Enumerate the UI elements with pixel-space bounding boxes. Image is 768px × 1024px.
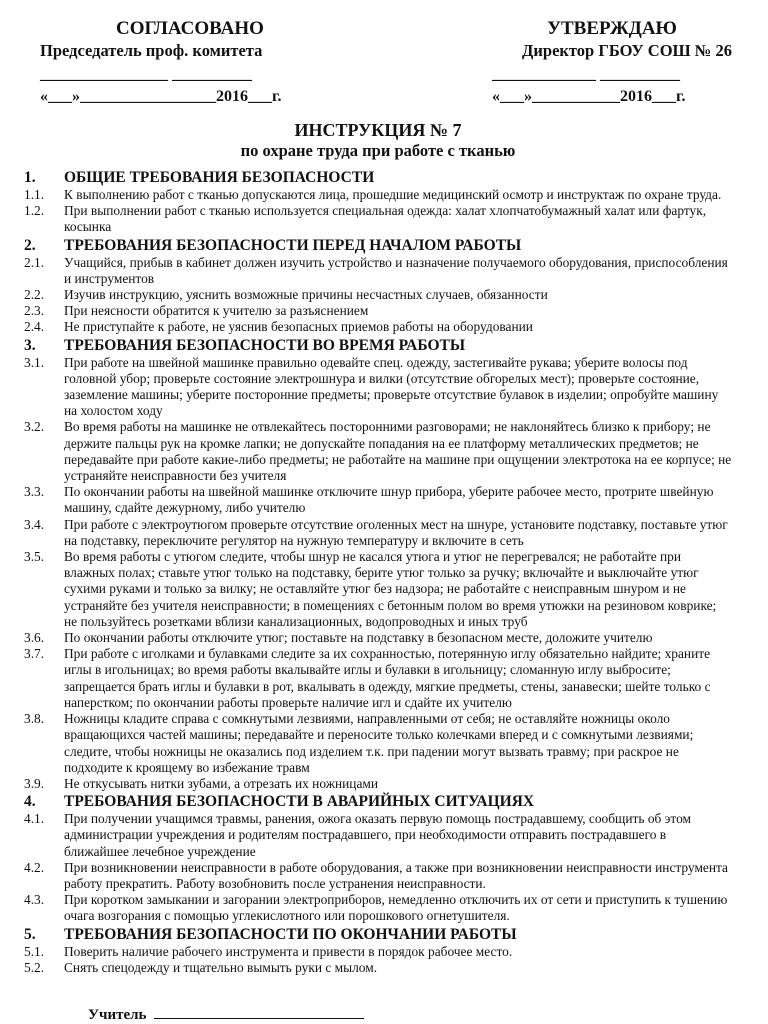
agreed-date-line: «___»_________________2016___г. [40, 88, 282, 105]
item-text: Изучив инструкцию, уяснить возможные причины несчастных случаев, обязанности [64, 287, 548, 303]
instruction-item [24, 776, 732, 792]
item-number: 3.1. [24, 354, 45, 370]
item-number: 4.3. [24, 892, 45, 908]
instruction-item [24, 944, 732, 960]
instruction-item [24, 355, 732, 420]
item-number: 3.6. [24, 630, 45, 646]
instruction-item [24, 287, 732, 303]
item-number: 3.7. [24, 646, 45, 662]
item-text: При получении учащимся травмы, ранения, ожога оказать первую помощь пострадавшему, сообщить об этом администрации учреждения и родителям пострадавшего, при необходимости отправить пострадавшего в ближайшее лечебное учреждение [64, 811, 692, 859]
item-text: По окончании работы отключите утюг; поставьте на подставку в безопасном месте, доложите учителю [64, 630, 653, 646]
title-line-2: по охране труда при работе с тканью [240, 141, 516, 160]
section-number: 1. [24, 169, 36, 186]
item-number: 4.2. [24, 859, 45, 875]
instruction-item [24, 711, 732, 776]
item-number: 3.5. [24, 549, 45, 565]
item-number: 2.1. [24, 254, 45, 270]
teacher-signature [24, 1004, 732, 1024]
item-text: По окончании работы на швейной машинке отключите шнур прибора, уберите рабочее место, протрите швейную машину, сдайте дежурному, либо учителю [64, 484, 714, 516]
title-line-1: ИНСТРУКЦИЯ № 7 [294, 120, 462, 140]
approved-date-line: «___»___________2016___г. [492, 88, 686, 105]
section-heading [24, 237, 732, 255]
item-text: Не откусывать нитки зубами, а отрезать их ножницами [64, 775, 379, 791]
approved-header: УТВЕРЖДАЮ [547, 18, 677, 39]
instruction-item [24, 517, 732, 549]
approval-approved [492, 18, 732, 108]
instruction-sections [24, 169, 732, 976]
instruction-item [24, 203, 732, 235]
section-number: 5. [24, 925, 36, 943]
teacher-signature-line [154, 1004, 364, 1019]
instruction-item [24, 255, 732, 287]
item-text: При работе с иголками и булавками следите за их сохранностью, потерянную иглу обязательно найдите; храните иглы в игольницах; во время работы вкалывайте иглы и булавки в игольницу; сломанную иглу выбросите; запрещается брать иглы и булавки в рот, вкалывать в одежду, мягкие предметы, стены, занавески; шейте только с наперстком; по окончании работы проверьте наличие игл и сдайте их учителю [64, 646, 711, 710]
instruction-item [24, 860, 732, 892]
item-number: 3.8. [24, 711, 45, 727]
approved-signature-line: _____________ __________ [492, 66, 680, 83]
approval-block [24, 0, 732, 108]
item-text: При работе с электроутюгом проверьте отсутствие оголенных мест на шнуре, установите подставку, поставьте утюг на подставку, переключите регулятор на нужную температуру и включите в сеть [64, 516, 728, 548]
item-number: 3.9. [24, 775, 45, 791]
section-title: ТРЕБОВАНИЯ БЕЗОПАСНОСТИ ПО ОКОНЧАНИИ РАБОТЫ [64, 925, 517, 943]
item-text: При неясности обратится к учителю за разъяснением [64, 303, 369, 319]
instruction-item [24, 319, 732, 335]
item-number: 4.1. [24, 811, 45, 827]
instruction-item [24, 646, 732, 711]
approval-agreed [40, 18, 340, 108]
instruction-item [24, 960, 732, 976]
section-heading [24, 169, 732, 187]
agreed-role: Председатель проф. комитета [40, 41, 263, 60]
section-heading [24, 793, 732, 811]
item-number: 3.4. [24, 516, 45, 532]
instruction-item [24, 187, 732, 203]
section-number: 2. [24, 236, 36, 254]
section-number: 4. [24, 793, 36, 811]
item-text: Ножницы кладите справа с сомкнутыми лезвиями, направленными от себя; не оставляйте ножницы около вращающихся частей машины; передавайте и переносите только колечками вперед и с сомкнутыми лезвиями; следите, чтобы ножницы не оказались под изделием т.к. при падении могут вызвать травму; при раскрое не подходите к кроящему во избежание травм [64, 711, 694, 775]
item-text: Учащийся, прибыв в кабинет должен изучить устройство и назначение получаемого оборудования, приспособления и инструментов [64, 254, 728, 286]
item-number: 3.3. [24, 484, 45, 500]
section-heading [24, 337, 732, 355]
section-title: ТРЕБОВАНИЯ БЕЗОПАСНОСТИ ПЕРЕД НАЧАЛОМ РАБОТЫ [64, 236, 522, 254]
section-title: ТРЕБОВАНИЯ БЕЗОПАСНОСТИ ВО ВРЕМЯ РАБОТЫ [64, 336, 466, 354]
document-title [24, 120, 732, 161]
item-text: При коротком замыкании и загорании электроприборов, немедленно отключить их от сети и приступить к тушению очага возгорания с помощью углекислотного или порошкового огнетушителя. [64, 892, 728, 924]
instruction-item [24, 549, 732, 630]
instruction-item [24, 419, 732, 484]
instruction-item [24, 484, 732, 516]
item-text: Во время работы на машинке не отвлекайтесь посторонними разговорами; не наклоняйтесь близко к прибору; не держите пальцы рук на кромке лапки; не допускайте попадания на ее платформу металлических предметов; не передавайте при работе какие-либо предметы; не работайте на машине при ощущении электротока на ее корпусе; не устраняйте неисправности без учителя [64, 419, 732, 484]
approved-role: Директор ГБОУ СОШ № 26 [522, 41, 732, 60]
item-text: Во время работы с утюгом следите, чтобы шнур не касался утюга и утюг не перегревался; не работайте при влажных полах; ставьте утюг только на подставку, берите утюг только за ручку; включайте и выключайте утюг сухими руками и только за вилку; не оставляйте утюг без надзора; не работайте с неисправным шнуром и не устраняйте без учителя неисправности; в помещениях с бетонным полом во время утюжки на резиновом коврике; не пользуйтесь розетками вблизи канализационных, водопроводных и иных труб [64, 549, 717, 629]
section-title: ТРЕБОВАНИЯ БЕЗОПАСНОСТИ В АВАРИЙНЫХ СИТУАЦИЯХ [64, 793, 535, 811]
item-text: К выполнению работ с тканью допускаются лица, прошедшие медицинский осмотр и инструктаж по охране труда. [64, 187, 722, 202]
instruction-item [24, 811, 732, 860]
item-text: Поверить наличие рабочего инструмента и привести в порядок рабочее место. [64, 943, 513, 959]
teacher-label: Учитель [88, 1006, 147, 1023]
item-number: 2.4. [24, 319, 45, 335]
instruction-item [24, 892, 732, 924]
item-text: Не приступайте к работе, не уяснив безопасных приемов работы на оборудовании [64, 319, 533, 335]
item-text: При выполнении работ с тканью используется специальная одежда: халат хлопчатобумажный халат или фартук, косынка [64, 203, 707, 235]
agreed-signature-line: ________________ __________ [40, 66, 252, 83]
item-number: 5.1. [24, 943, 45, 959]
agreed-header: СОГЛАСОВАНО [116, 18, 264, 39]
instruction-item [24, 303, 732, 319]
instruction-item [24, 630, 732, 646]
item-number: 2.3. [24, 303, 45, 319]
section-title: ОБЩИЕ ТРЕБОВАНИЯ БЕЗОПАСНОСТИ [64, 169, 375, 186]
item-number: 3.2. [24, 419, 45, 435]
item-number: 1.2. [24, 203, 45, 219]
item-number: 2.2. [24, 287, 45, 303]
item-text: При работе на швейной машинке правильно одевайте спец. одежду, застегивайте рукава; уберите волосы под головной убор; проверьте состояние электрошнура и вилки (отсутствие обгорелых мест); проверьте состояние, заземление машины; уберите посторонние предметы; проверьте отсутствие булавок в изделии; опробуйте машину на холостом ходу [64, 354, 719, 419]
section-heading [24, 926, 732, 944]
section-number: 3. [24, 336, 36, 354]
item-text: Снять спецодежду и тщательно вымыть руки с мылом. [64, 959, 378, 975]
item-text: При возникновении неисправности в работе оборудования, а также при возникновении неисправности инструмента работу прекратить. Работу возобновить после устранения неисправности. [64, 859, 728, 891]
item-number: 5.2. [24, 959, 45, 975]
item-number: 1.1. [24, 187, 45, 202]
